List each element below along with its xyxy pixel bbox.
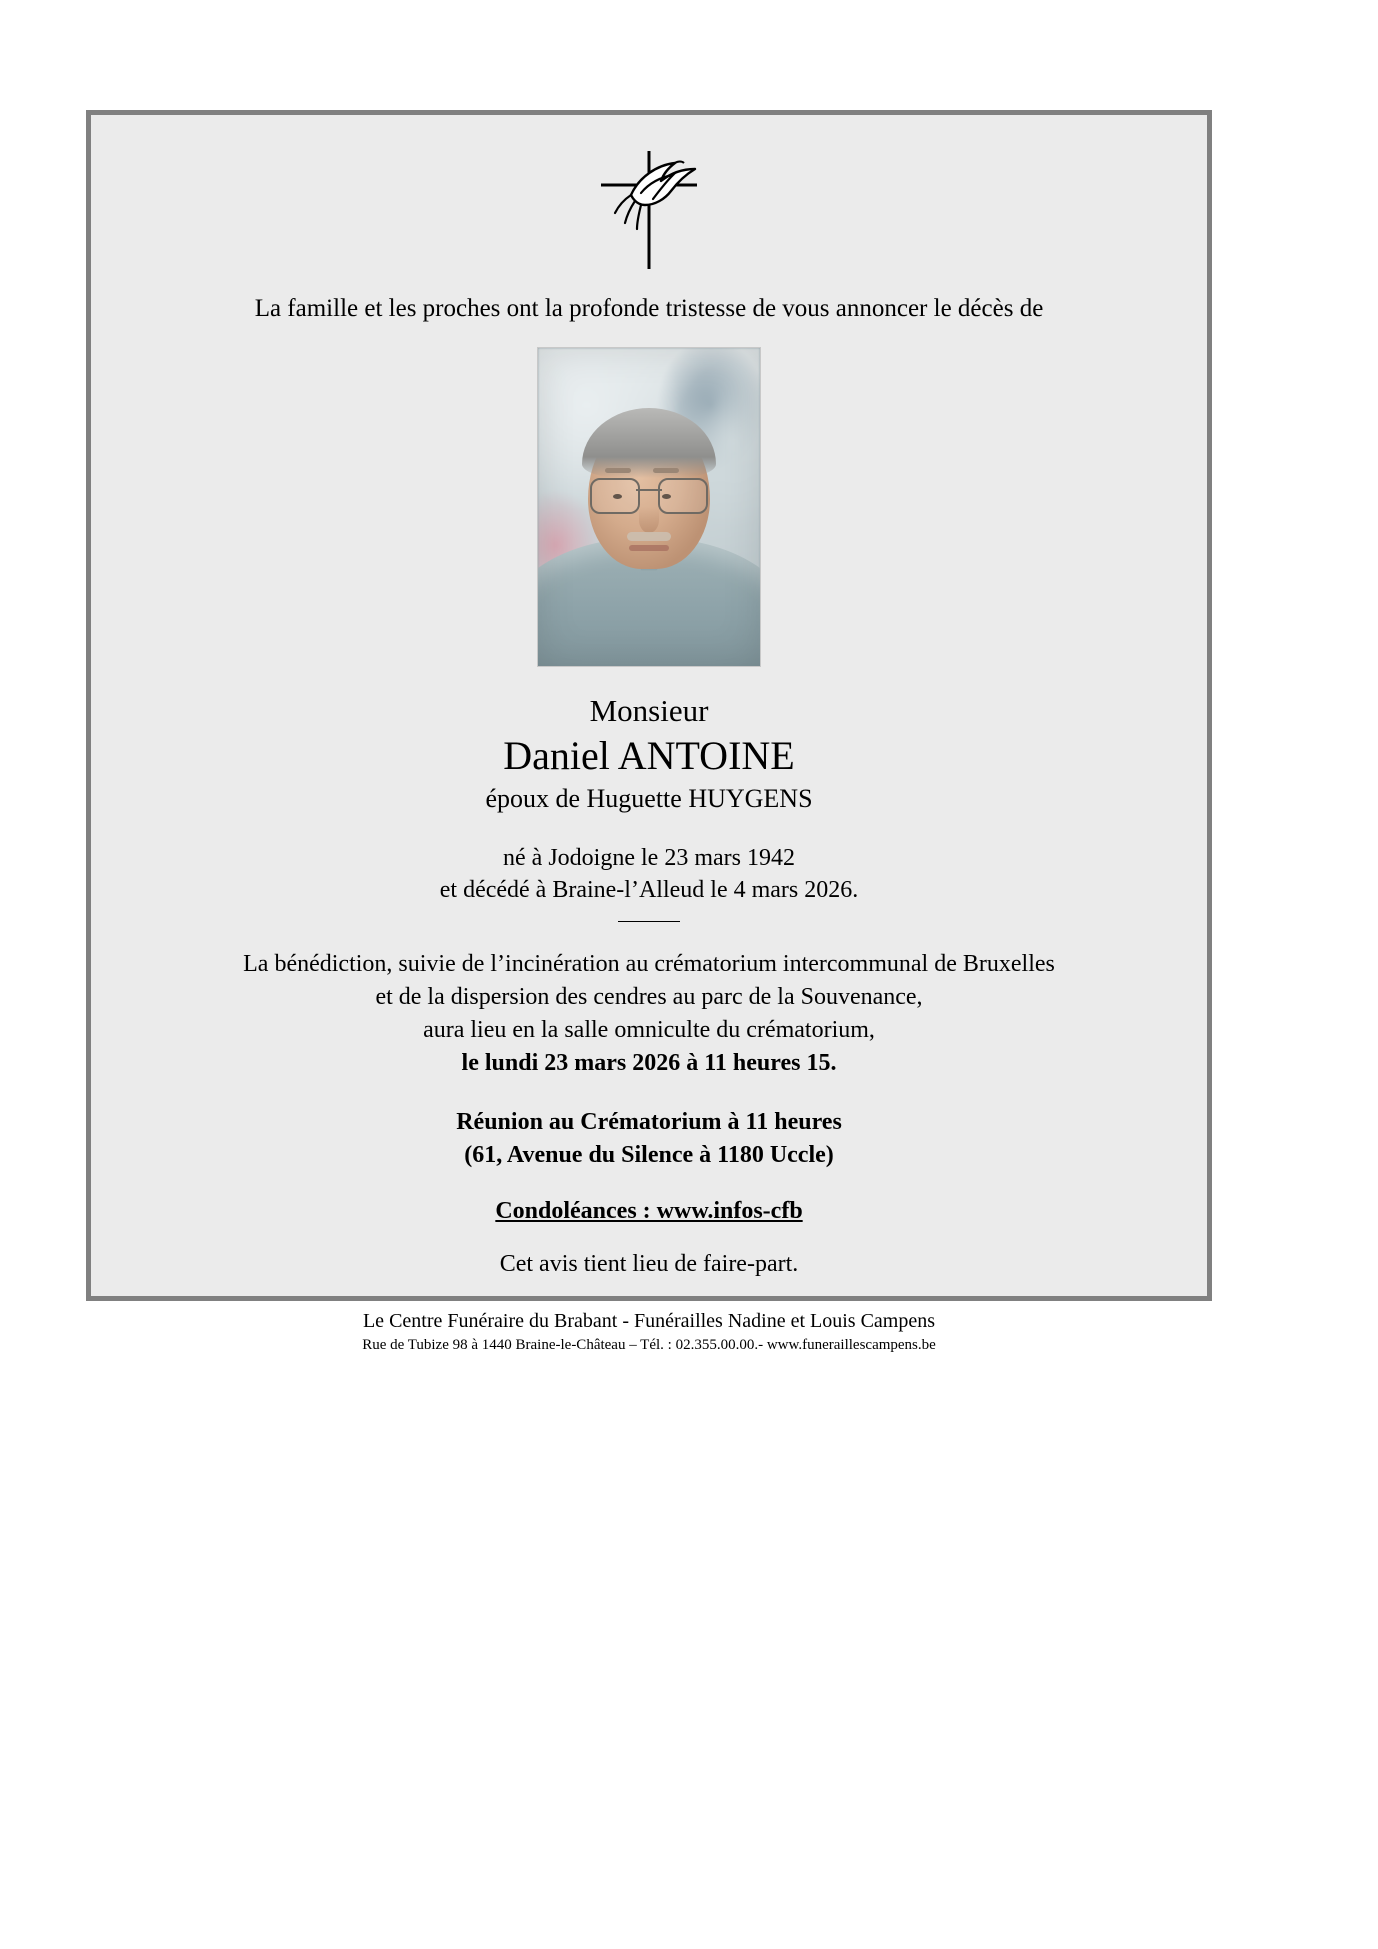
gathering-block [91, 1106, 1207, 1172]
cross-with-dove-icon [91, 143, 1207, 273]
memorial-card [86, 110, 1212, 1354]
divider [618, 921, 680, 922]
death-line: et décédé à Braine-l’Alleud le 4 mars 2026. [439, 877, 859, 904]
ceremony-block [91, 948, 1207, 1080]
ceremony-line-1: La bénédiction, suivie de l’incinération au crématorium intercommunal de Bruxelles [243, 950, 1055, 977]
ceremony-line-3: aura lieu en la salle omniculte du crématorium, [423, 1016, 875, 1043]
condolences-link[interactable]: Condoléances : www.infos-cfb [495, 1198, 803, 1225]
deceased-name: Daniel ANTOINE [503, 733, 795, 779]
portrait-photo [538, 348, 760, 666]
card-inner [91, 115, 1207, 1354]
honorific-text: Monsieur [589, 692, 709, 728]
ceremony-datetime: le lundi 23 mars 2026 à 11 heures 15. [461, 1049, 837, 1076]
photo-vignette [538, 348, 760, 666]
announcement-text: La famille et les proches ont la profonde tristesse de vous annoncer le décès de [254, 295, 1044, 322]
birth-line: né à Jodoigne le 23 mars 1942 [503, 844, 795, 871]
gathering-line-1: Réunion au Crématorium à 11 heures [456, 1108, 842, 1135]
funeral-home-contact: Rue de Tubize 98 à 1440 Braine-le-Château – Tél. : 02.355.00.00.- www.funeraillescampens.be [362, 1337, 936, 1354]
gathering-address: (61, Avenue du Silence à 1180 Uccle) [464, 1142, 834, 1169]
ceremony-line-2: et de la dispersion des cendres au parc de la Souvenance, [375, 983, 923, 1010]
footer-block [91, 1308, 1207, 1356]
portrait-photo-wrapper [91, 348, 1207, 666]
life-dates [91, 842, 1207, 907]
faire-part-notice: Cet avis tient lieu de faire-part. [499, 1251, 799, 1278]
funeral-home-name: Le Centre Funéraire du Brabant - Funérailles Nadine et Louis Campens [362, 1310, 936, 1333]
spouse-text: époux de Huguette HUYGENS [485, 784, 813, 814]
